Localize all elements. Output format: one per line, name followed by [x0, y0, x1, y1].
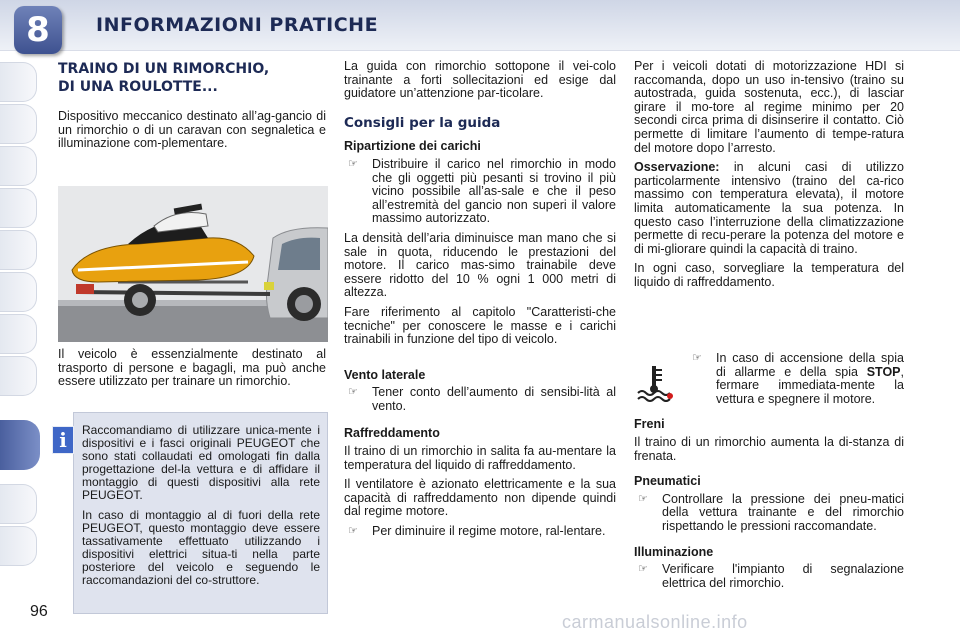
- side-tab[interactable]: [0, 62, 37, 102]
- column-right-lower: [634, 352, 904, 596]
- load-distribution-text: Distribuire il carico nel rimorchio in modo che gli oggetti più pesanti si trovino il più vicino possibile all’as-sale e che il peso all’estremità del gancio non superi il valore massimo autorizzato.: [372, 156, 616, 226]
- cooling-bullet-text: Per diminuire il regime motore, ral-lentare.: [372, 524, 606, 539]
- pointing-hand-bullet-icon: ☞: [638, 563, 648, 576]
- side-tab[interactable]: [0, 356, 37, 396]
- side-tab[interactable]: [0, 526, 37, 566]
- info-box-content: [82, 424, 320, 593]
- cooling-heading: Raffreddamento: [344, 426, 440, 441]
- chapter-number-badge: 8: [14, 6, 62, 54]
- load-distribution-heading: Ripartizione dei carichi: [344, 139, 481, 154]
- section-title-line2: DI UNA ROULOTTE...: [58, 79, 218, 95]
- cooling-paragraph-1: Il traino di un rimorchio in salita fa au-mentare la temperatura del liquido di raffreddamento.: [344, 444, 616, 472]
- cooling-paragraph-2: Il ventilatore è azionato elettricamente e la sua capacità di raffreddamento non dipende quindi dal regime motore.: [344, 477, 616, 519]
- page-title: INFORMAZIONI PRATICHE: [96, 14, 379, 36]
- monitor-temperature-paragraph: In ogni caso, sorvegliare la temperatura del liquido di raffreddamento.: [634, 261, 904, 289]
- list-item: [634, 493, 904, 534]
- section-title-line1: TRAINO DI UN RIMORCHIO,: [58, 61, 270, 77]
- intro-paragraph: Dispositivo meccanico destinato all’ag-gancio di un rimorchio o di un caravan con segnaletica e illuminazione com-plementare.: [58, 109, 326, 151]
- column-right: [634, 60, 904, 296]
- pointing-hand-bullet-icon: ☞: [348, 386, 358, 399]
- alarm-text-pre: In caso di accensione della spia di allarme e della spia: [716, 351, 904, 379]
- brakes-paragraph: Il traino di un rimorchio aumenta la di-stanza di frenata.: [634, 434, 904, 463]
- intro-paragraph-middle: La guida con rimorchio sottopone il vei-colo trainante a forti sollecitazioni ed esige dal guidatore un’attenzione par-ticolare.: [344, 59, 616, 101]
- list-item: [344, 525, 616, 539]
- side-tab[interactable]: [0, 314, 37, 354]
- observation-text: in alcuni casi di utilizzo particolarmente intensivo (traino del ca-rico massimo con temperatura elevata), il motore limita automaticamente la sua potenza. In questo caso l’interruzione della climatizzazione permette di recu-perare la potenza del motore e di mi-gliorare quindi la capacità di traino.: [634, 160, 904, 256]
- info-paragraph-2: In caso di montaggio al di fuori della rete PEUGEOT, questo montaggio deve essere tassativamente effettuato utilizzando i dispositivi elettrici situa-ti nella parte posteriore del veicolo e seguendo le raccomandazioni del co-struttore.: [82, 508, 320, 587]
- column-left-lower: [58, 348, 326, 395]
- column-left: [58, 60, 326, 157]
- pointing-hand-bullet-icon: ☞: [692, 352, 702, 364]
- side-tab[interactable]: [0, 230, 37, 270]
- side-tab[interactable]: [0, 146, 37, 186]
- lighting-text: Verificare l'impianto di segnalazione elettrica del rimorchio.: [662, 562, 904, 590]
- side-tab-active-chapter[interactable]: [0, 420, 40, 470]
- tyres-text: Controllare la pressione dei pneu-matici della vettura trainante e del rimorchio rispettando le pressioni raccomandate.: [662, 491, 904, 533]
- list-item: [634, 563, 904, 590]
- jetski-trailer-illustration: [58, 186, 328, 342]
- alarm-text: [716, 352, 904, 406]
- observation-label: Osservazione:: [634, 160, 720, 175]
- list-item: [344, 158, 616, 226]
- hdi-paragraph: Per i veicoli dotati di motorizzazione HDI si raccomanda, dopo un uso in-tensivo (traino su autostrada, guida sostenuta, ecc.), di lasciar girare il mo-tore al regime minimo per 20 secondi circa prima di disinserire il contatto. Ciò permette di limitare l’aumento di tempe-ratura del motore dopo l’arresto.: [634, 59, 904, 155]
- info-icon: i: [52, 426, 74, 454]
- air-density-paragraph: La densità dell’aria diminuisce man mano che si sale in quota, riducendo le prestazioni del motore. Il carico mas-simo trainabile deve essere ridotto del 10 % ogni 1 000 metri di altezza.: [344, 230, 616, 300]
- observation-paragraph: [634, 161, 904, 256]
- list-item: [688, 352, 904, 406]
- tyres-heading: Pneumatici: [634, 474, 701, 489]
- lighting-heading: Illuminazione: [634, 544, 714, 559]
- driving-advice-title: Consigli per la guida: [344, 114, 501, 131]
- side-tab[interactable]: [0, 188, 37, 228]
- vehicle-purpose-paragraph: Il veicolo è essenzialmente destinato al trasporto di persone e bagagli, ma può anche essere utilizzato per trainare un rimorchio.: [58, 347, 326, 389]
- watermark: carmanualsonline.info: [562, 612, 748, 632]
- info-paragraph-1: Raccomandiamo di utilizzare unica-mente i dispositivi e i fasci originali PEUGEOT che sono stati collaudati ed omologati fin dalla progettazione del-la vettura e di affidare il montaggio di questi dispositivi alla rete PEUGEOT.: [82, 423, 320, 502]
- side-tab[interactable]: [0, 272, 37, 312]
- side-tab[interactable]: [0, 484, 37, 524]
- column-middle: [344, 60, 616, 545]
- stop-label: STOP: [866, 364, 901, 379]
- alarm-text-post: , fermare immediata-mente la vettura e spegnere il motore.: [716, 364, 904, 406]
- pointing-hand-bullet-icon: ☞: [638, 492, 648, 505]
- refer-paragraph: Fare riferimento al capitolo "Caratteristi-che tecniche" per conoscere le masse e i carichi trainabili in funzione del tipo di veicolo.: [344, 304, 616, 347]
- pointing-hand-bullet-icon: ☞: [348, 157, 358, 170]
- side-wind-text: Tener conto dell’aumento di sensibi-lità al vento.: [372, 385, 616, 413]
- brakes-heading: Freni: [634, 417, 665, 432]
- side-wind-heading: Vento laterale: [344, 367, 426, 382]
- list-item: [344, 386, 616, 413]
- page-number: 96: [30, 603, 48, 620]
- pointing-hand-bullet-icon: ☞: [348, 525, 358, 538]
- side-tab[interactable]: [0, 104, 37, 144]
